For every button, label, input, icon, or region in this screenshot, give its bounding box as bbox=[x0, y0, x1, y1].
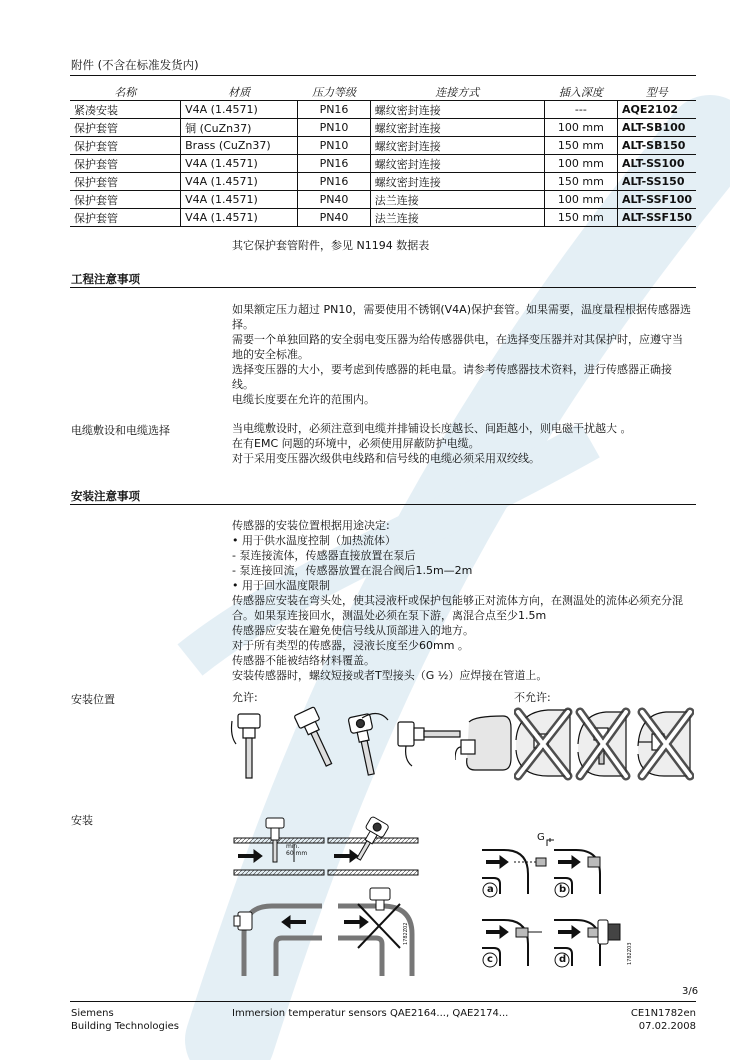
cell-depth: 150 mm bbox=[544, 173, 617, 191]
cell-material: V4A (1.4571) bbox=[181, 191, 298, 209]
col-header-pressure: 压力等级 bbox=[298, 84, 371, 101]
cell-depth: 150 mm bbox=[544, 137, 617, 155]
cell-model: ALT-SS150 bbox=[618, 173, 696, 191]
step-label-c: c bbox=[487, 954, 493, 965]
cell-depth: --- bbox=[544, 101, 617, 119]
step-label-b: b bbox=[559, 884, 567, 895]
cable-paragraph: 对于采用变压器次级供电线路和信号线的电缆必须采用双绞线。 bbox=[232, 452, 540, 465]
footer-doc-title: Immersion temperatur sensors QAE2164..., QAE2174... bbox=[232, 1008, 509, 1019]
table-row bbox=[70, 137, 696, 155]
cell-pressure: PN10 bbox=[298, 119, 371, 137]
cell-connection: 法兰连接 bbox=[370, 191, 544, 209]
doc-id: CE1N1782en bbox=[630, 1008, 696, 1019]
cell-pressure: PN40 bbox=[298, 191, 371, 209]
installation-text bbox=[232, 518, 692, 683]
installation-line: • 用于回水温度限制 bbox=[232, 579, 330, 592]
installation-line: 传感器的安装位置根据用途决定: bbox=[232, 519, 390, 532]
cell-material: Brass (CuZn37) bbox=[181, 137, 298, 155]
installation-line: - 泵连接流体，传感器直接放置在泵后 bbox=[232, 549, 416, 562]
cell-material: V4A (1.4571) bbox=[181, 155, 298, 173]
top-rule bbox=[70, 75, 696, 76]
not-allowed-positions-figure bbox=[514, 706, 694, 784]
figure-code: 1782Z03 bbox=[627, 942, 633, 965]
cell-name: 保护套管 bbox=[70, 119, 181, 137]
installation-line: 传感器应安装在弯头处，使其浸液杆或保护包能够正对流体方向，在测温处的流体必须充分混合。如果泵连接回水，测温处必须在泵下游，离混合点至少1.5m bbox=[232, 594, 683, 622]
cell-connection: 法兰连接 bbox=[370, 209, 544, 227]
footer-doc-info bbox=[560, 1007, 696, 1033]
min-depth-note bbox=[286, 843, 307, 857]
cell-material: V4A (1.4571) bbox=[181, 209, 298, 227]
position-label: 安装位置 bbox=[71, 693, 115, 706]
installation-line: • 用于供水温度控制（加热流体） bbox=[232, 534, 396, 547]
engineering-paragraph: 如果额定压力超过 PN10，需要使用不锈钢(V4A)保护套管。如果需要，温度量程根据传感器选择。 bbox=[232, 303, 691, 331]
cell-name: 保护套管 bbox=[70, 137, 181, 155]
engineering-title: 工程注意事项 bbox=[71, 272, 140, 286]
engineering-paragraph: 选择变压器的大小，要考虑到传感器的耗电量。请参考传感器技术资料，进行传感器正确接线。 bbox=[232, 363, 672, 391]
figure-code: 1782Z02 bbox=[403, 922, 409, 945]
cable-text bbox=[232, 421, 692, 466]
accessories-title: 附件 (不含在标准发货内) bbox=[71, 58, 199, 72]
cell-model: ALT-SSF100 bbox=[618, 191, 696, 209]
installation-line: 对于所有类型的传感器，浸液长度至少60mm 。 bbox=[232, 639, 469, 652]
installation-title: 安装注意事项 bbox=[71, 489, 140, 503]
cell-depth: 100 mm bbox=[544, 155, 617, 173]
doc-date: 07.02.2008 bbox=[638, 1021, 696, 1032]
engineering-paragraph: 电缆长度要在允许的范围内。 bbox=[232, 393, 375, 406]
allowed-positions-figure bbox=[228, 706, 478, 784]
welding-steps-figure bbox=[480, 834, 630, 970]
cell-model: ALT-SSF150 bbox=[618, 209, 696, 227]
table-row bbox=[70, 101, 696, 119]
cell-pressure: PN16 bbox=[298, 155, 371, 173]
table-row bbox=[70, 119, 696, 137]
col-header-model: 型号 bbox=[618, 84, 696, 101]
cell-material: V4A (1.4571) bbox=[181, 173, 298, 191]
cell-depth: 100 mm bbox=[544, 119, 617, 137]
installation-line: 传感器应安装在避免使信号线从顶部进入的地方。 bbox=[232, 624, 474, 637]
installation-line: - 泵连接回流，传感器放置在混合阀后1.5m—2m bbox=[232, 564, 473, 577]
step-label-d: d bbox=[559, 954, 567, 965]
col-header-depth: 插入深度 bbox=[544, 84, 617, 101]
g-label: G bbox=[537, 832, 545, 843]
cell-depth: 150 mm bbox=[544, 209, 617, 227]
cell-material: V4A (1.4571) bbox=[181, 101, 298, 119]
cell-name: 保护套管 bbox=[70, 173, 181, 191]
col-header-connection: 连接方式 bbox=[370, 84, 544, 101]
cell-pressure: PN16 bbox=[298, 101, 371, 119]
company-division: Building Technologies bbox=[71, 1021, 179, 1032]
allowed-label: 允许: bbox=[232, 691, 258, 704]
cell-connection: 螺纹密封连接 bbox=[370, 173, 544, 191]
cell-connection: 螺纹密封连接 bbox=[370, 137, 544, 155]
table-row bbox=[70, 173, 696, 191]
cell-model: ALT-SS100 bbox=[618, 155, 696, 173]
company-name: Siemens bbox=[71, 1008, 114, 1019]
engineering-text bbox=[232, 302, 692, 407]
cell-pressure: PN16 bbox=[298, 173, 371, 191]
cell-model: ALT-SB150 bbox=[618, 137, 696, 155]
cable-paragraph: 当电缆敷设时，必须注意到电缆并排铺设长度越长、间距越小，则电磁干扰越大 。 bbox=[232, 422, 632, 435]
not-allowed-label: 不允许: bbox=[514, 691, 551, 704]
col-header-material: 材质 bbox=[181, 84, 298, 101]
mount-label: 安装 bbox=[71, 814, 93, 827]
footer-company bbox=[71, 1007, 179, 1033]
col-header-name: 名称 bbox=[70, 84, 181, 101]
installation-line: 安装传感器时，螺纹短接或者T型接头（G ½）应焊接在管道上。 bbox=[232, 669, 548, 682]
cell-name: 保护套管 bbox=[70, 155, 181, 173]
accessories-table bbox=[70, 84, 696, 227]
cell-model: ALT-SB100 bbox=[618, 119, 696, 137]
cell-name: 保护套管 bbox=[70, 191, 181, 209]
table-row bbox=[70, 155, 696, 173]
mounting-figure bbox=[232, 808, 422, 976]
cell-name: 保护套管 bbox=[70, 209, 181, 227]
cell-material: 铜 (CuZn37) bbox=[181, 119, 298, 137]
footer-rule bbox=[70, 1001, 696, 1002]
cell-pressure: PN10 bbox=[298, 137, 371, 155]
accessories-note: 其它保护套管附件，参见 N1194 数据表 bbox=[232, 239, 430, 252]
min-depth-note-line1: min. bbox=[286, 843, 300, 850]
step-label-a: a bbox=[487, 884, 494, 895]
installation-line: 传感器不能被结络材料覆盖。 bbox=[232, 654, 375, 667]
cell-name: 紧凑安装 bbox=[70, 101, 181, 119]
cell-connection: 螺纹密封连接 bbox=[370, 155, 544, 173]
page-number: 3/6 bbox=[682, 986, 699, 997]
table-row bbox=[70, 209, 696, 227]
cell-connection: 螺纹密封连接 bbox=[370, 119, 544, 137]
engineering-paragraph: 需要一个单独回路的安全弱电变压器为给传感器供电，在选择变压器并对其保护时，应遵守当地的安全标准。 bbox=[232, 333, 683, 361]
allowed-pipe-figure bbox=[455, 712, 515, 774]
cell-model: AQE2102 bbox=[618, 101, 696, 119]
cell-pressure: PN40 bbox=[298, 209, 371, 227]
cell-connection: 螺纹密封连接 bbox=[370, 101, 544, 119]
cable-label: 电缆敷设和电缆选择 bbox=[71, 424, 170, 437]
installation-rule bbox=[70, 504, 696, 505]
cable-paragraph: 在有EMC 问题的环境中，必须使用屏蔽防护电缆。 bbox=[232, 437, 480, 450]
cell-depth: 100 mm bbox=[544, 191, 617, 209]
table-row bbox=[70, 191, 696, 209]
engineering-rule bbox=[70, 287, 696, 288]
min-depth-note-line2: 60 mm bbox=[286, 850, 308, 857]
table-header-row bbox=[70, 84, 696, 101]
